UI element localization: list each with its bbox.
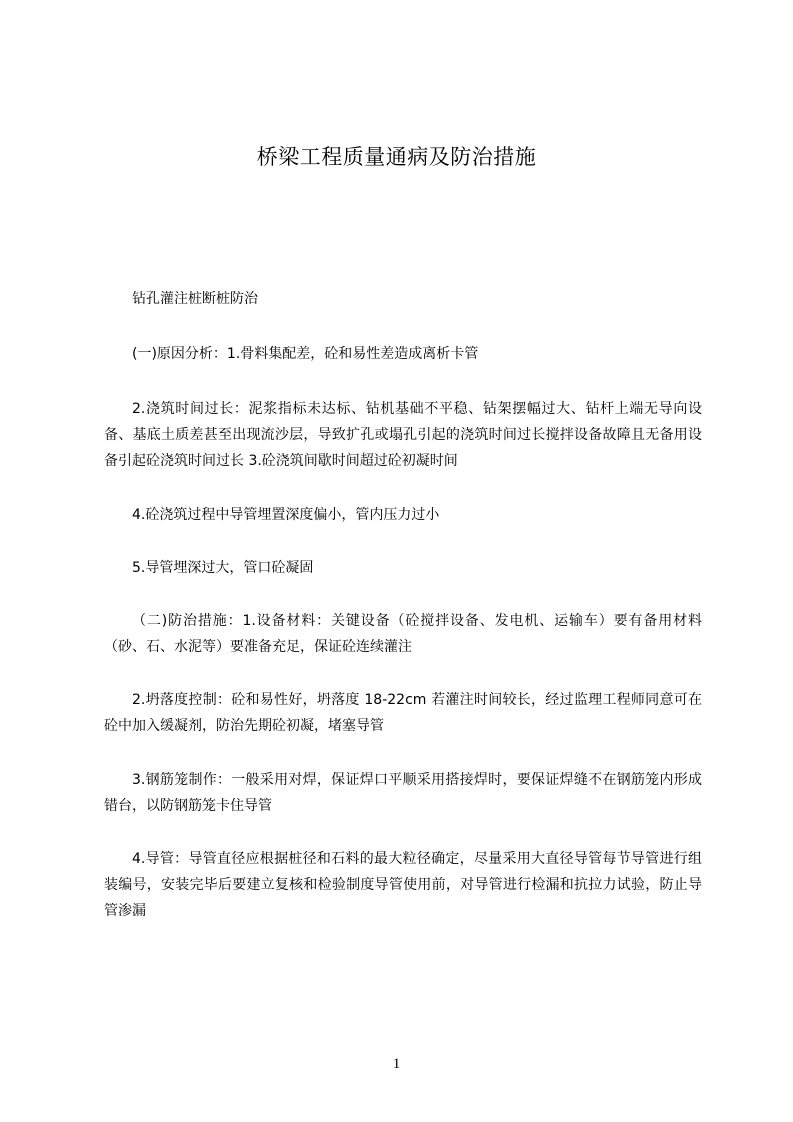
paragraph-cause-analysis-5: 5.导管埋深过大，管口砼凝固 xyxy=(132,560,314,576)
paragraph-prevention-3: 3.钢筋笼制作：一般采用对焊，保证焊口平顺采用搭接焊时，要保证焊缝不在钢筋笼内形成错台，以防钢筋笼卡住导管 xyxy=(104,772,702,814)
paragraph-cause-analysis-2-3: 2.浇筑时间过长：泥浆指标未达标、钻机基础不平稳、钻架摆幅过大、钻杆上端无导向设备、基底土质差甚至出现流沙层，导致扩孔或塌孔引起的浇筑时间过长搅拌设备故障且无备用设备引起砼浇筑时间过长 3.砼浇筑间歇时间超过砼初凝时间 xyxy=(104,401,702,469)
paragraph-cause-analysis-1: (一)原因分析：1.骨料集配差，砼和易性差造成离析卡管 xyxy=(132,346,479,362)
paragraph-prevention-2: 2.坍落度控制：砼和易性好，坍落度 18-22cm 若灌注时间较长，经过监理工程师同意可在砼中加入缓凝剂，防治先期砼初凝，堵塞导管 xyxy=(104,692,702,734)
paragraph-prevention-1: （二)防治措施：1.设备材料：关键设备（砼搅拌设备、发电机、运输车）要有备用材料（砂、石、水泥等）要准备充足，保证砼连续灌注 xyxy=(104,613,702,655)
paragraph-prevention-4: 4.导管：导管直径应根据桩径和石料的最大粒径确定，尽量采用大直径导管每节导管进行组装编号，安装完毕后要建立复核和检验制度导管使用前，对导管进行检漏和抗拉力试验，防止导管渗漏 xyxy=(104,851,702,919)
page-number: 1 xyxy=(392,1056,401,1072)
paragraph-section-heading: 钻孔灌注桩断桩防治 xyxy=(132,291,258,307)
paragraph-cause-analysis-4: 4.砼浇筑过程中导管埋置深度偏小，管内压力过小 xyxy=(132,507,440,523)
document-title: 桥梁工程质量通病及防治措施 xyxy=(256,145,537,169)
